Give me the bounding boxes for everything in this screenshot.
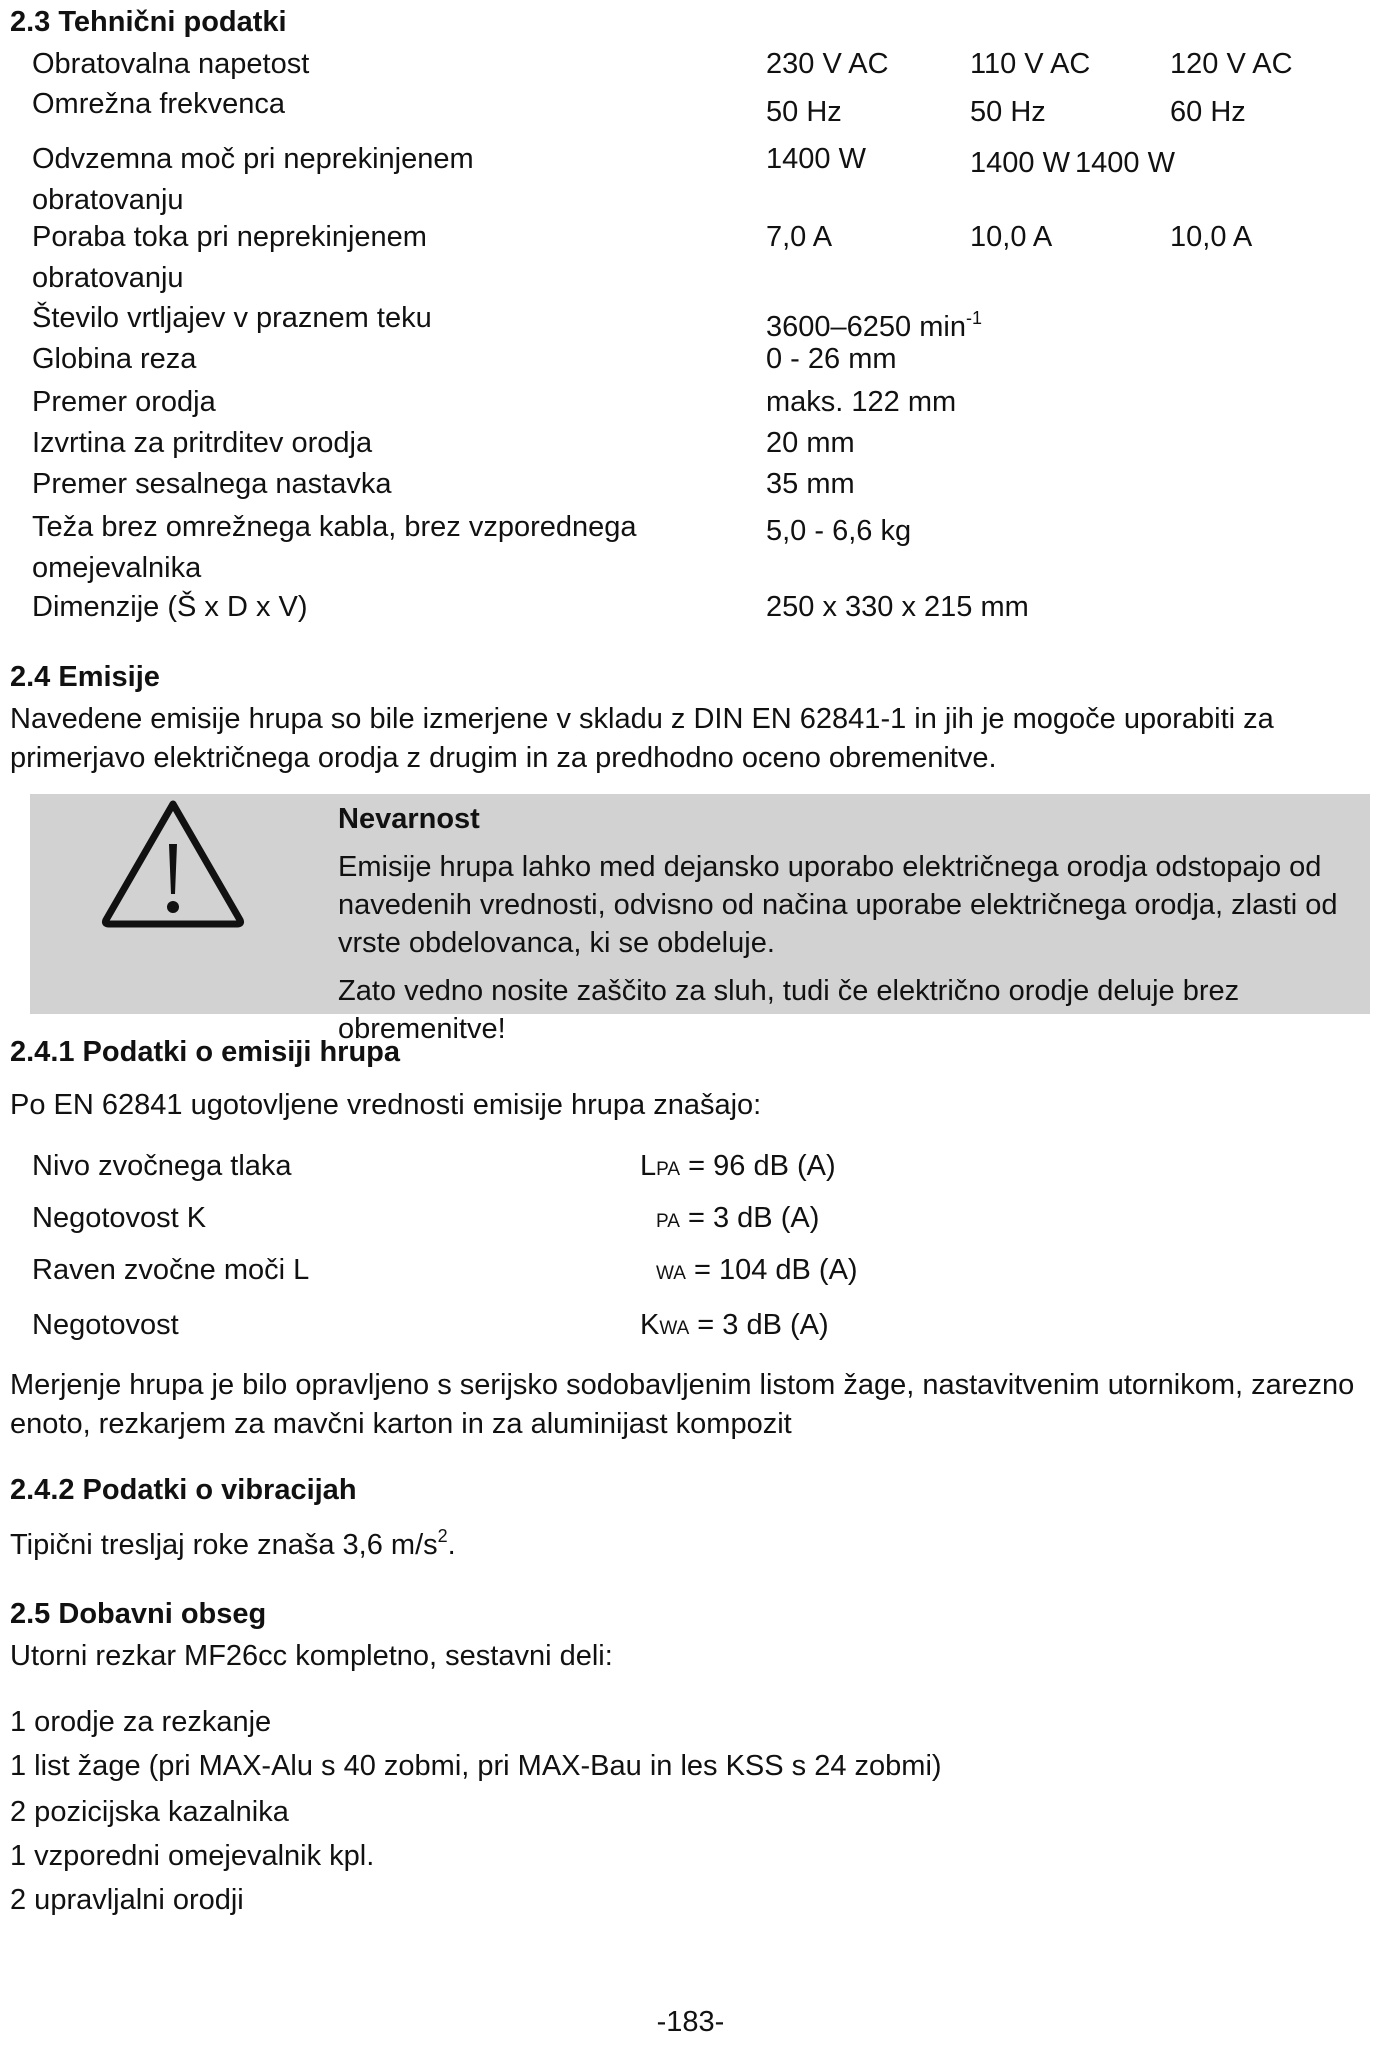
noise-subscript: PA	[656, 1211, 680, 1232]
list-item: 1 vzporedni omejevalnik kpl.	[10, 1840, 375, 1872]
noise-measurement-note: Merjenje hrupa je bilo opravljeno s serijsko sodobavljenim listom žage, nastavitvenim utornikom, zarezno enoto, rezkarjem za mavčni karton in za aluminijast kompozit	[10, 1369, 1355, 1440]
spec-value: 250 x 330 x 215 mm	[766, 591, 1029, 623]
spec-value-110v: 50 Hz	[970, 96, 1046, 128]
spec-value-110v: 10,0 A	[970, 221, 1053, 253]
vibration-text	[10, 1516, 456, 1565]
noise-amount: = 3 dB (A)	[679, 1202, 820, 1234]
spec-label: Število vrtljajev v praznem teku	[32, 302, 432, 334]
list-item: 2 pozicijska kazalnika	[10, 1796, 289, 1828]
speed-value: 3600–6250 min	[766, 311, 966, 343]
list-item: 2 upravljalni orodji	[10, 1884, 244, 1916]
spec-value-120v: 120 V AC	[1170, 48, 1293, 80]
noise-amount: = 104 dB (A)	[685, 1254, 858, 1286]
spec-label: Izvrtina za pritrditev orodja	[32, 427, 373, 459]
spec-value: maks. 122 mm	[766, 386, 957, 418]
vibration-value: Tipični tresljaj roke znaša 3,6 m/s	[10, 1529, 438, 1561]
section-heading-noise: 2.4.1 Podatki o emisiji hrupa	[10, 1036, 401, 1068]
spec-value-230v: 50 Hz	[766, 96, 842, 128]
vibration-unit-exponent: 2	[437, 1526, 448, 1546]
spec-value: 35 mm	[766, 468, 855, 500]
section-heading-scope: 2.5 Dobavni obseg	[10, 1598, 267, 1630]
spec-value-110v: 1400 W	[970, 147, 1070, 179]
spec-value: 0 - 26 mm	[766, 343, 897, 375]
spec-value-120v: 1400 W	[1075, 147, 1175, 179]
spec-value: 20 mm	[766, 427, 855, 459]
spec-label: Premer orodja	[32, 386, 216, 418]
warning-triangle-icon	[100, 796, 246, 930]
spec-label: Poraba toka pri neprekinjenem obratovanju	[32, 221, 427, 294]
spec-value-230v: 7,0 A	[766, 221, 833, 253]
noise-subscript: WA	[656, 1263, 686, 1284]
spec-value: 5,0 - 6,6 kg	[766, 515, 912, 547]
speed-unit-exponent: -1	[965, 308, 982, 328]
list-item: 1 orodje za rezkanje	[10, 1706, 272, 1738]
noise-value	[640, 1146, 836, 1190]
noise-subscript: PA	[656, 1159, 681, 1180]
spec-value-120v: 10,0 A	[1170, 221, 1253, 253]
warning-text: Emisije hrupa lahko med dejansko uporabo električnega orodja odstopajo od navedenih vrednosti, odvisno od načina uporabe električnega orodja, zlasti od vrste obdelovanca, ki se obdeluje.	[338, 851, 1338, 959]
section-heading-technical-data: 2.3 Tehnični podatki	[10, 6, 287, 38]
noise-amount: = 3 dB (A)	[689, 1309, 829, 1341]
list-item: 1 list žage (pri MAX-Alu s 40 zobmi, pri MAX-Bau in les KSS s 24 zobmi)	[10, 1750, 942, 1782]
noise-label: Negotovost K	[32, 1202, 207, 1234]
spec-label: Premer sesalnega nastavka	[32, 468, 392, 500]
scope-intro: Utorni rezkar MF26cc kompletno, sestavni deli:	[10, 1640, 613, 1672]
emissions-paragraph: Navedene emisije hrupa so bile izmerjene v skladu z DIN EN 62841-1 in jih je mogoče uporabiti za primerjavo električnega orodja z drugim in za predhodno oceno obremenitve.	[10, 703, 1274, 774]
noise-symbol: K	[640, 1309, 660, 1341]
spec-value-230v: 1400 W	[766, 143, 866, 175]
noise-label: Negotovost	[32, 1309, 179, 1341]
spec-value-110v: 110 V AC	[970, 48, 1091, 80]
spec-value-120v: 60 Hz	[1170, 96, 1246, 128]
warning-text-hearing: Zato vedno nosite zaščito za sluh, tudi če električno orodje deluje brez obremenitve!	[338, 975, 1240, 1045]
spec-label: Omrežna frekvenca	[32, 88, 286, 120]
vibration-period: .	[447, 1529, 456, 1561]
section-heading-vibration: 2.4.2 Podatki o vibracijah	[10, 1474, 357, 1506]
spec-label: Dimenzije (Š x D x V)	[32, 591, 308, 623]
warning-title: Nevarnost	[338, 803, 480, 835]
noise-amount: = 96 dB (A)	[680, 1150, 836, 1182]
noise-value	[640, 1305, 829, 1349]
spec-label: Odvzemna moč pri neprekinjenem obratovanju	[32, 143, 474, 216]
spec-label: Teža brez omrežnega kabla, brez vzporednega omejevalnika	[32, 511, 637, 584]
page-number: -183-	[656, 2006, 725, 2038]
section-heading-emissions: 2.4 Emisije	[10, 661, 160, 693]
noise-value	[656, 1198, 819, 1242]
spec-label: Obratovalna napetost	[32, 48, 310, 80]
noise-intro: Po EN 62841 ugotovljene vrednosti emisije hrupa znašajo:	[10, 1089, 762, 1121]
noise-label: Nivo zvočnega tlaka	[32, 1150, 292, 1182]
noise-subscript: WA	[659, 1318, 690, 1339]
spec-label: Globina reza	[32, 343, 197, 375]
spec-value-230v: 230 V AC	[766, 48, 889, 80]
noise-symbol: L	[640, 1150, 657, 1182]
noise-label: Raven zvočne moči L	[32, 1254, 310, 1286]
noise-value	[656, 1250, 858, 1294]
